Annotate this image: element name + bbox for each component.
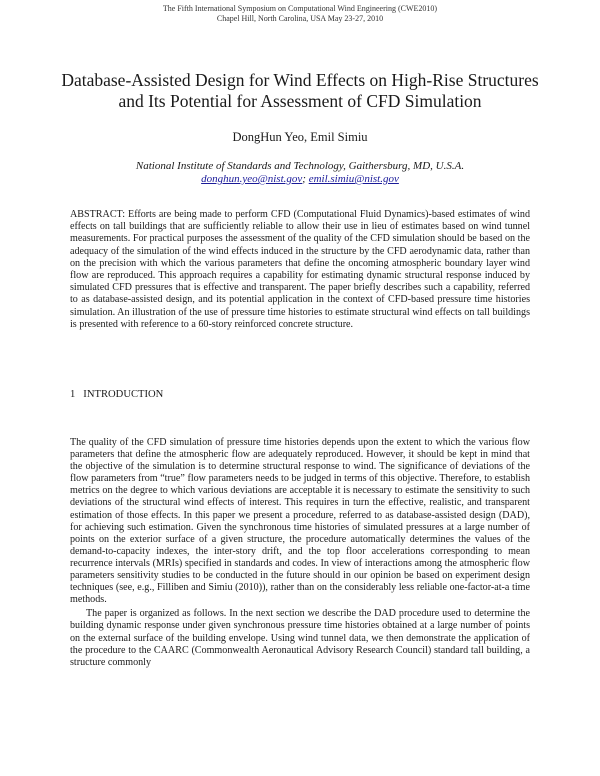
- email-link-yeo[interactable]: donghun.yeo@nist.gov: [201, 173, 303, 185]
- paper-title: [40, 70, 560, 112]
- body-paragraph-2: The paper is organized as follows. In the next section we describe the DAD procedure used to determine the building dynamic response under given synchronous pressure time histories obtained at a large number of points on the external surface of the building envelope. Using wind tunnel data, we then demonstrate the application of the procedure to the CAARC (Commonwealth Aeronautical Advisory Research Council) standard tall building, a structure commonly: [70, 608, 530, 668]
- author-emails: [0, 173, 600, 186]
- body-paragraph-1: The quality of the CFD simulation of pressure time histories depends upon the extent to which the various flow parameters that define the atmospheric flow are adequately reproduced. However, it should be kept in mind that the objective of the simulation is to determine structural response to wind. The significance of deviations of the flow parameters from “true” flow parameters needs to be judged in terms of this objective. Therefore, to establish metrics on the degree to which various deviations are acceptable it is necessary to estimate the sensitivity to such deviations of the structural wind effects of interest. This requires in turn the effective, realistic, and transparent estimation of those effects. In this paper we present a procedure, referred to as database-assisted design (DAD), for achieving such estimation. Given the synchronous time histories of simulated pressures at a large number of points on the exterior surface of a given structure, the procedure automatically determines the values of the demand-to-capacity indexes, the inter-story drift, and the top floor accelerations corresponding to mean recurrence intervals (MRIs) specified in standards and codes. In view of interactions among the atmospheric flow parameters sensitivity studies to be conducted in the future should in our opinion be based on experiment design techniques (see, e.g., Filliben and Simiu (2010)), rather than on the considerably less reliable one-factor-at-a time methods.: [70, 437, 530, 606]
- introduction-body: [70, 437, 530, 669]
- email-separator: ;: [302, 173, 309, 185]
- conference-location-date: Chapel Hill, North Carolina, USA May 23-27, 2010: [216, 14, 384, 23]
- section-title: INTRODUCTION: [83, 389, 164, 400]
- abstract: [70, 209, 530, 331]
- conference-header: [0, 4, 600, 24]
- paper-authors: DongHun Yeo, Emil Simiu: [232, 130, 368, 144]
- paper-title-line-1: Database-Assisted Design for Wind Effects on High-Rise Structures: [61, 70, 539, 90]
- abstract-text: : Efforts are being made to perform CFD (Computational Fluid Dynamics)-based estimates of wind effects on tall buildings that are sufficiently reliable to allow their use in lieu of estimates based on wind tunnel measurements. For practical purposes the assessment of the quality of the CFD simulation should be based on the adequacy of the simulation of the wind effects induced in the structure by the CFD aerodynamic data, rather than on the precision with which the various parameters that define the oncoming atmospheric boundary layer wind flow are reproduced. This approach requires a capability for estimating dynamic structural response induced by simulated CFD pressures that is effective and transparent. The paper briefly describes such a capability, referred to as database-assisted design, and its potential application in the context of CFD-based pressure time histories simulation. An illustration of the use of pressure time histories to estimate structural wind effects on tall buildings is presented with reference to a 60-story reinforced concrete structure.: [70, 209, 530, 330]
- author-affiliation: [0, 160, 600, 186]
- abstract-label: ABSTRACT: [70, 209, 123, 220]
- section-number: 1: [70, 389, 76, 400]
- email-link-simiu[interactable]: emil.simiu@nist.gov: [308, 173, 399, 185]
- conference-name: The Fifth International Symposium on Computational Wind Engineering (CWE2010): [162, 4, 438, 13]
- institution: National Institute of Standards and Technology, Gaithersburg, MD, U.S.A.: [135, 160, 465, 172]
- paper-title-line-2: and Its Potential for Assessment of CFD Simulation: [118, 91, 482, 111]
- section-heading: [70, 389, 171, 400]
